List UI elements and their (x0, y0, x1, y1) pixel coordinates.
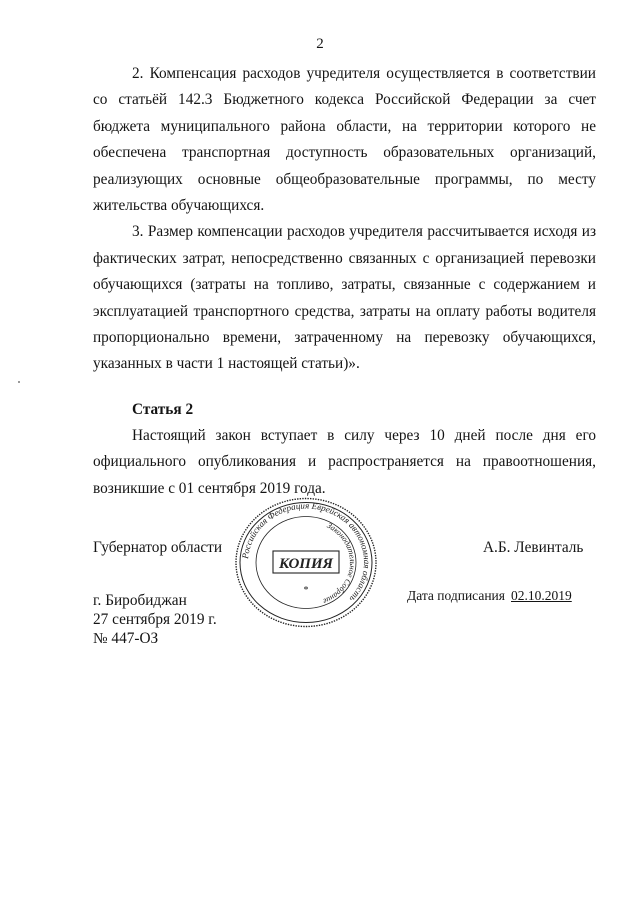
article-2-text: Настоящий закон вступает в силу через 10 дней после дня его официального опубликования и распространяется на правоотношения, возникшие с 01 сентября 2019 года. (93, 427, 596, 497)
article-1-paragraphs (93, 61, 596, 378)
governor-name: А.Б. Левинталь (483, 539, 584, 556)
signing-date-value: 02.10.2019 (511, 588, 572, 603)
seal-star-icon: * (303, 585, 309, 596)
signing-date-label: Дата подписания (407, 588, 505, 603)
seal-inner-text: Законодательное Собрание (321, 520, 358, 607)
article-2-heading: Статья 2 (132, 401, 194, 418)
law-date: 27 сентября 2019 г. (93, 611, 217, 628)
place-and-number (93, 591, 217, 648)
article-2-body (93, 423, 596, 502)
city: г. Биробиджан (93, 592, 187, 609)
seal-outer-text: Российская Федерация Еврейская автономная область (240, 500, 373, 604)
law-number: № 447-ОЗ (93, 630, 159, 647)
governor-title: Губернатор области (93, 539, 223, 556)
page-number: 2 (316, 36, 324, 52)
official-seal (233, 497, 379, 628)
paragraph-3: 3. Размер компенсации расходов учредителя рассчитывается исходя из фактических затрат, непосредственно связанных с организацией перевозки обучающихся (затраты на топливо, затраты, связанные с содержанием и эксплуатацией транспортного средства, затраты на оплату работы водителя пропорционально времени, затраченному на перевозку обучающихся, указанных в части 1 настоящей статьи)». (93, 223, 596, 373)
seal-center-text: КОПИЯ (279, 556, 333, 572)
edge-mark (18, 381, 20, 383)
paragraph-2: 2. Компенсация расходов учредителя осуществляется в соответствии со статьёй 142.3 Бюджетного кодекса Российской Федерации за счет бюджета муниципального района области, на территории которого не обеспечена транспортная доступность образовательных организаций, реализующих основные общеобразовательные программы, по месту жительства обучающихся. (93, 65, 596, 215)
signing-date (407, 588, 572, 604)
